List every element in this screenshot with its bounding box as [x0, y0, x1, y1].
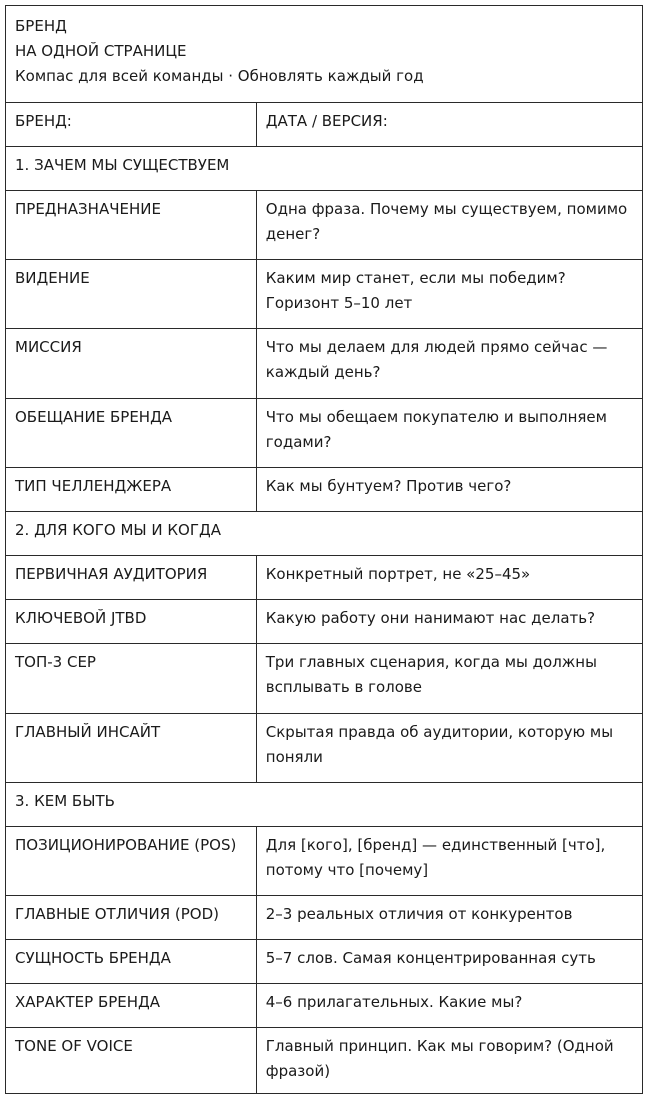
section-header — [6, 147, 643, 191]
header-title-line2: НА ОДНОЙ СТРАНИЦЕ — [15, 42, 187, 60]
brand-on-one-page-sheet — [5, 5, 643, 1094]
row-description[interactable]: Как мы бунтуем? Против чего? — [256, 468, 642, 512]
row-description[interactable]: Какую работу они нанимают нас делать? — [256, 600, 642, 644]
date-version-field[interactable]: ДАТА / ВЕРСИЯ: — [256, 103, 642, 147]
row-label: ПОЗИЦИОНИРОВАНИЕ (POS) — [6, 827, 257, 896]
row-description[interactable]: Каким мир станет, если мы победим? Горизонт 5–10 лет — [256, 260, 642, 329]
section-title: 3. КЕМ БЫТЬ — [6, 783, 643, 827]
row-description[interactable]: Что мы обещаем покупателю и выполняем годами? — [256, 399, 642, 468]
row-description[interactable]: 5–7 слов. Самая концентрированная суть — [256, 940, 642, 984]
row-label: ГЛАВНЫЙ ИНСАЙТ — [6, 714, 257, 783]
row-description[interactable]: Скрытая правда об аудитории, которую мы поняли — [256, 714, 642, 783]
row-label: ХАРАКТЕР БРЕНДА — [6, 984, 257, 1028]
row-label: ТОП-3 CEP — [6, 644, 257, 714]
table-row — [6, 191, 643, 260]
table-row — [6, 600, 643, 644]
row-label: КЛЮЧЕВОЙ JTBD — [6, 600, 257, 644]
table-row — [6, 556, 643, 600]
row-description[interactable]: Что мы делаем для людей прямо сейчас — каждый день? — [256, 329, 642, 399]
row-description[interactable]: 2–3 реальных отличия от конкурентов — [256, 896, 642, 940]
header-row — [6, 6, 643, 103]
table-row — [6, 644, 643, 714]
row-label: ПРЕДНАЗНАЧЕНИЕ — [6, 191, 257, 260]
row-label: СУЩНОСТЬ БРЕНДА — [6, 940, 257, 984]
table-row — [6, 827, 643, 896]
row-description[interactable]: Для [кого], [бренд] — единственный [что], потому что [почему] — [256, 827, 642, 896]
brand-field[interactable]: БРЕНД: — [6, 103, 257, 147]
row-description[interactable]: Одна фраза. Почему мы существуем, помимо денег? — [256, 191, 642, 260]
row-label: ГЛАВНЫЕ ОТЛИЧИЯ (POD) — [6, 896, 257, 940]
table-row — [6, 940, 643, 984]
brand-row — [6, 103, 643, 147]
table-row — [6, 260, 643, 329]
table-row — [6, 714, 643, 783]
header-cell — [6, 6, 643, 103]
brand-table — [5, 5, 643, 1094]
row-description[interactable]: 4–6 прилагательных. Какие мы? — [256, 984, 642, 1028]
section-title: 1. ЗАЧЕМ МЫ СУЩЕСТВУЕМ — [6, 147, 643, 191]
table-row — [6, 468, 643, 512]
table-row — [6, 329, 643, 399]
row-label: ОБЕЩАНИЕ БРЕНДА — [6, 399, 257, 468]
row-description[interactable]: Главный принцип. Как мы говорим? (Одной фразой) — [256, 1028, 642, 1094]
section-header — [6, 512, 643, 556]
table-row — [6, 896, 643, 940]
row-label: ВИДЕНИЕ — [6, 260, 257, 329]
section-header — [6, 783, 643, 827]
row-label: ПЕРВИЧНАЯ АУДИТОРИЯ — [6, 556, 257, 600]
row-description[interactable]: Три главных сценария, когда мы должны всплывать в голове — [256, 644, 642, 714]
row-label: ТИП ЧЕЛЛЕНДЖЕРА — [6, 468, 257, 512]
header-title-line1: БРЕНД — [15, 17, 67, 35]
row-description[interactable]: Конкретный портрет, не «25–45» — [256, 556, 642, 600]
table-row — [6, 984, 643, 1028]
row-label: TONE OF VOICE — [6, 1028, 257, 1094]
section-title: 2. ДЛЯ КОГО МЫ И КОГДА — [6, 512, 643, 556]
table-row — [6, 399, 643, 468]
table-row — [6, 1028, 643, 1094]
row-label: МИССИЯ — [6, 329, 257, 399]
header-subtitle: Компас для всей команды · Обновлять каждый год — [15, 67, 424, 85]
